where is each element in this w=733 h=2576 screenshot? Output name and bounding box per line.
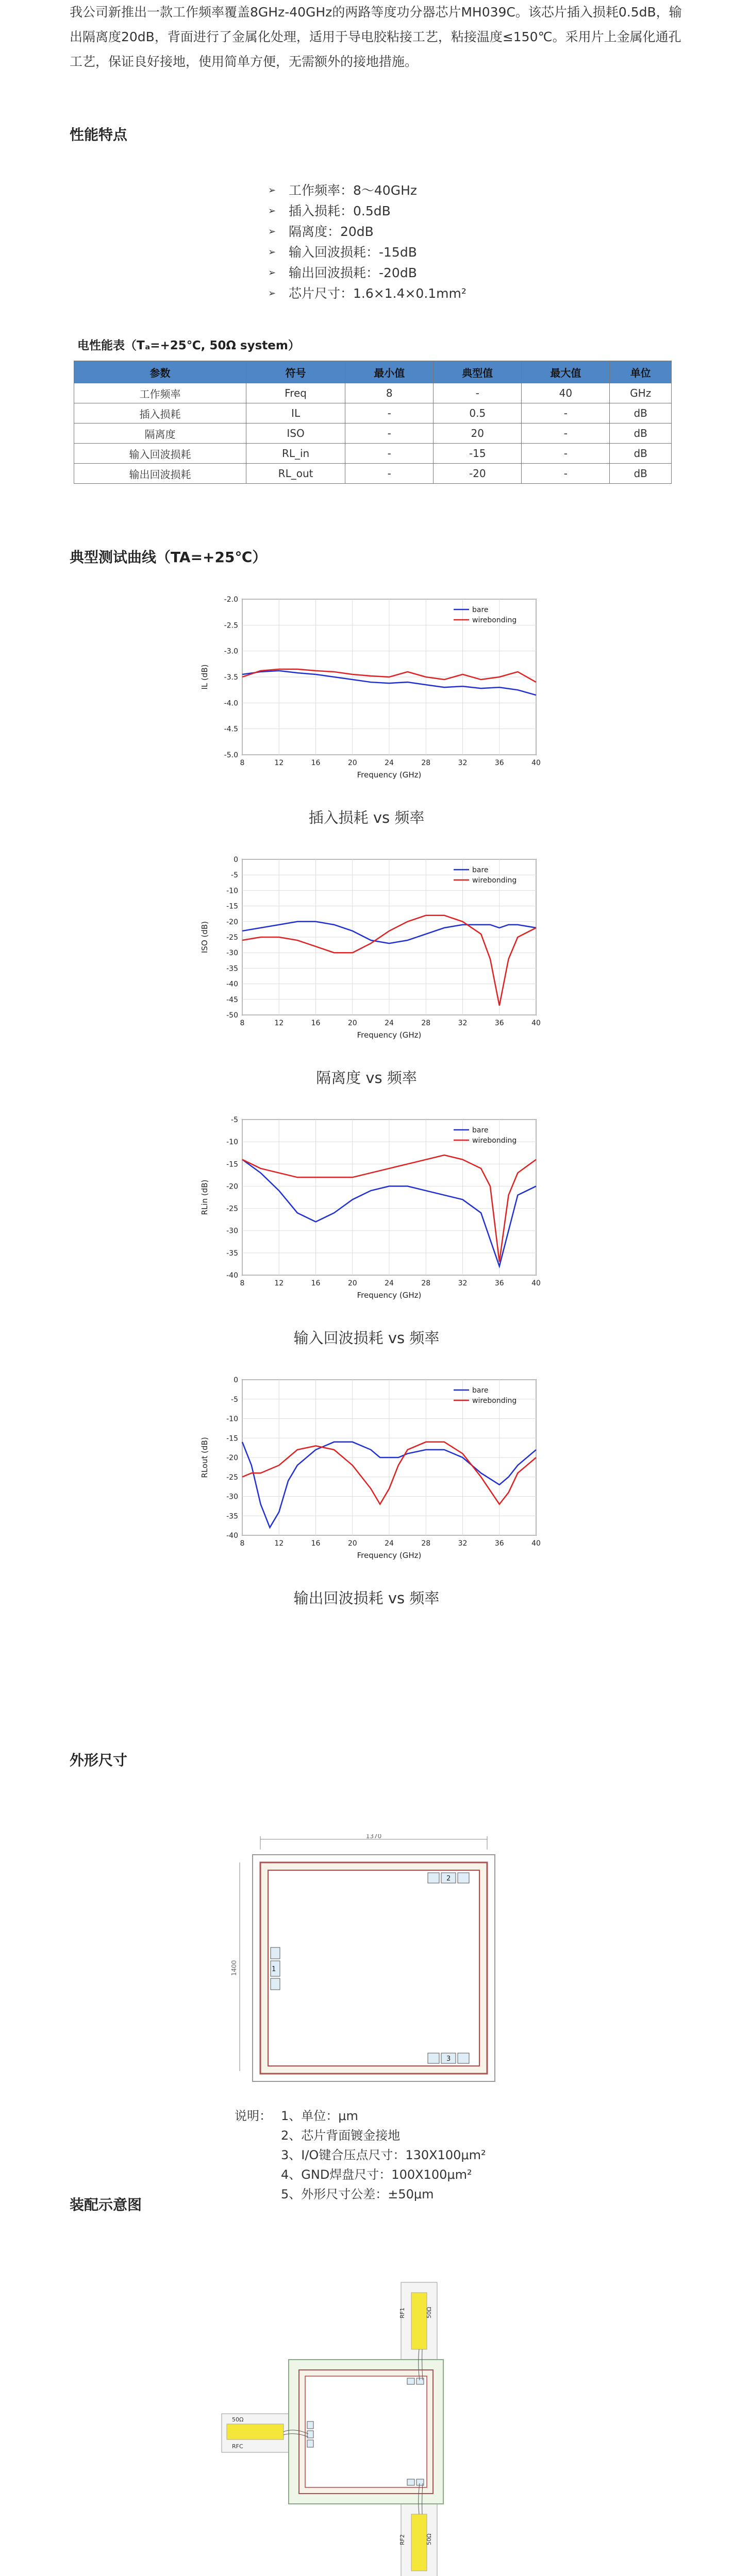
x-tick-label: 40 <box>531 759 541 767</box>
y-tick-label: -5 <box>231 1395 238 1404</box>
x-tick-label: 12 <box>274 1539 284 1548</box>
port-1-label: 1 <box>272 1965 276 1973</box>
y-tick-label: -10 <box>226 1138 238 1147</box>
table-cell: 20 <box>434 423 522 444</box>
table-cell: Freq <box>246 383 345 403</box>
table-row <box>74 444 672 464</box>
x-tick-label: 16 <box>311 1019 321 1027</box>
col-header: 参数 <box>74 361 246 383</box>
x-tick-label: 8 <box>240 759 245 767</box>
bullet-arrow-icon: ➢ <box>268 185 276 196</box>
x-tick-label: 24 <box>385 1019 394 1027</box>
legend-label: wirebonding <box>472 876 517 885</box>
y-tick-label: -20 <box>226 1182 238 1191</box>
x-tick-label: 32 <box>458 1539 468 1548</box>
curves-heading: 典型测试曲线（TA=+25℃） <box>70 549 267 566</box>
y-tick-label: -15 <box>226 1160 238 1169</box>
x-tick-label: 32 <box>458 1019 468 1027</box>
table-cell: 输出回波损耗 <box>74 464 246 484</box>
legend-label: wirebonding <box>472 1397 517 1405</box>
bullet-arrow-icon: ➢ <box>268 267 276 278</box>
x-tick-label: 36 <box>494 1279 504 1287</box>
svg-text:50Ω: 50Ω <box>232 2416 244 2423</box>
dimensions-heading: 外形尺寸 <box>70 1752 128 1769</box>
y-tick-label: -2.5 <box>224 621 238 630</box>
y-tick-label: -4.0 <box>224 699 238 708</box>
x-tick-label: 28 <box>421 759 431 767</box>
x-tick-label: 36 <box>494 1019 504 1027</box>
y-axis-label: IL (dB) <box>200 664 209 690</box>
x-axis-label: Frequency (GHz) <box>357 1030 422 1040</box>
y-axis-label: RLin (dB) <box>200 1179 209 1215</box>
x-tick-label: 12 <box>274 1019 284 1027</box>
table-cell: - <box>522 423 610 444</box>
table-cell: dB <box>610 423 672 444</box>
x-tick-label: 20 <box>347 759 357 767</box>
y-axis-label: RLout (dB) <box>200 1437 209 1478</box>
y-tick-label: -25 <box>226 934 238 942</box>
x-tick-label: 24 <box>385 759 394 767</box>
il-chart-caption: 插入损耗 vs 频率 <box>308 809 425 826</box>
y-tick-label: -3.0 <box>224 647 238 656</box>
x-tick-label: 32 <box>458 1279 468 1287</box>
table-row <box>74 464 672 484</box>
y-tick-label: -35 <box>226 964 238 973</box>
y-tick-label: -35 <box>226 1512 238 1521</box>
feature-item: ➢ 工作频率：8～40GHz <box>268 180 467 201</box>
feature-item: ➢ 输入回波损耗：-15dB <box>268 242 467 263</box>
feature-item: ➢ 插入损耗：0.5dB <box>268 201 467 222</box>
y-tick-label: -30 <box>226 949 238 958</box>
y-tick-label: -35 <box>226 1249 238 1258</box>
x-tick-label: 8 <box>240 1019 245 1027</box>
legend-label: bare <box>472 866 489 874</box>
iso-chart <box>186 850 557 1046</box>
y-tick-label: -3.5 <box>224 673 238 682</box>
col-header: 典型值 <box>434 361 522 383</box>
svg-text:50Ω: 50Ω <box>426 2307 432 2318</box>
y-tick-label: -5 <box>231 871 238 880</box>
table-cell: 工作频率 <box>74 383 246 403</box>
feature-item: ➢ 芯片尺寸：1.6×1.4×0.1mm² <box>268 283 467 304</box>
y-tick-label: -40 <box>226 1532 238 1540</box>
legend-label: wirebonding <box>472 1137 517 1145</box>
y-tick-label: -15 <box>226 1434 238 1443</box>
electrical-caption: 电性能表（Tₐ=+25℃, 50Ω system） <box>77 339 300 352</box>
feature-item: ➢ 输出回波损耗：-20dB <box>268 263 467 283</box>
il-chart <box>186 590 557 786</box>
y-tick-label: -15 <box>226 902 238 911</box>
dimension-notes: 说明： 1、单位：μm 2、芯片背面镀金接地 3、I/O键合压点尺寸：130X100μm² 4、GND焊盘尺寸：100X100μm² 5、外形尺寸公差：±50μm <box>235 2109 486 2201</box>
rlout-chart-caption: 输出回波损耗 vs 频率 <box>293 1589 440 1607</box>
y-tick-label: -40 <box>226 1272 238 1280</box>
x-axis-label: Frequency (GHz) <box>357 770 422 779</box>
x-tick-label: 8 <box>240 1539 245 1548</box>
svg-text:RF2: RF2 <box>399 2534 406 2545</box>
features-heading: 性能特点 <box>70 126 128 143</box>
x-axis-label: Frequency (GHz) <box>357 1291 422 1300</box>
y-tick-label: -5.0 <box>224 751 238 759</box>
y-tick-label: -4.5 <box>224 725 238 734</box>
legend-label: wirebonding <box>472 616 517 624</box>
x-tick-label: 20 <box>347 1019 357 1027</box>
table-cell: dB <box>610 403 672 423</box>
x-tick-label: 16 <box>311 1539 321 1548</box>
table-cell: - <box>345 403 434 423</box>
chip-outline-diagram <box>222 1834 521 2092</box>
table-cell: ISO <box>246 423 345 444</box>
assembly-diagram <box>216 2277 505 2576</box>
y-tick-label: -30 <box>226 1227 238 1235</box>
x-tick-label: 12 <box>274 759 284 767</box>
table-cell: 隔离度 <box>74 423 246 444</box>
x-tick-label: 24 <box>385 1539 394 1548</box>
table-cell: -15 <box>434 444 522 464</box>
port-3-label: 3 <box>446 2055 451 2063</box>
y-tick-label: -10 <box>226 887 238 895</box>
table-cell: GHz <box>610 383 672 403</box>
x-tick-label: 28 <box>421 1539 431 1548</box>
table-cell: IL <box>246 403 345 423</box>
x-tick-label: 20 <box>347 1539 357 1548</box>
table-cell: -20 <box>434 464 522 484</box>
col-header: 符号 <box>246 361 345 383</box>
top-dimension-label: 1370 <box>365 1834 382 1840</box>
table-cell: dB <box>610 444 672 464</box>
iso-chart-caption: 隔离度 vs 频率 <box>316 1069 417 1087</box>
x-tick-label: 12 <box>274 1279 284 1287</box>
y-tick-label: -25 <box>226 1205 238 1213</box>
y-tick-label: -10 <box>226 1415 238 1423</box>
x-tick-label: 8 <box>240 1279 245 1287</box>
bullet-arrow-icon: ➢ <box>268 226 276 237</box>
col-header: 最小值 <box>345 361 434 383</box>
x-tick-label: 40 <box>531 1019 541 1027</box>
legend-label: bare <box>472 606 489 614</box>
table-row <box>74 423 672 444</box>
table-cell: RL_out <box>246 464 345 484</box>
rlin-chart-caption: 输入回波损耗 vs 频率 <box>293 1329 440 1347</box>
table-cell: - <box>522 444 610 464</box>
y-tick-label: -5 <box>231 1116 238 1124</box>
rlout-chart <box>186 1370 557 1566</box>
x-tick-label: 36 <box>494 1539 504 1548</box>
svg-text:RFC: RFC <box>232 2443 243 2450</box>
port-2-label: 2 <box>446 1875 451 1883</box>
table-cell: 8 <box>345 383 434 403</box>
table-cell: 40 <box>522 383 610 403</box>
x-tick-label: 32 <box>458 759 468 767</box>
y-tick-label: -50 <box>226 1011 238 1020</box>
table-cell: - <box>522 464 610 484</box>
table-cell: RL_in <box>246 444 345 464</box>
legend-label: bare <box>472 1386 489 1395</box>
x-tick-label: 16 <box>311 759 321 767</box>
x-tick-label: 28 <box>421 1279 431 1287</box>
table-cell: 插入损耗 <box>74 403 246 423</box>
table-cell: dB <box>610 464 672 484</box>
table-cell: 输入回波损耗 <box>74 444 246 464</box>
features-list <box>268 180 467 304</box>
bullet-arrow-icon: ➢ <box>268 247 276 258</box>
y-tick-label: 0 <box>234 856 238 864</box>
electrical-table <box>74 361 672 484</box>
table-row <box>74 403 672 423</box>
table-cell: - <box>434 383 522 403</box>
x-tick-label: 24 <box>385 1279 394 1287</box>
table-row <box>74 383 672 403</box>
svg-text:RF1: RF1 <box>399 2308 406 2318</box>
bullet-arrow-icon: ➢ <box>268 206 276 216</box>
y-tick-label: -45 <box>226 995 238 1004</box>
y-tick-label: -20 <box>226 918 238 926</box>
table-cell: - <box>522 403 610 423</box>
legend-label: bare <box>472 1126 489 1134</box>
left-dimension-label: 1400 <box>230 1960 238 1976</box>
feature-item: ➢ 隔离度：20dB <box>268 222 467 242</box>
bullet-arrow-icon: ➢ <box>268 288 276 299</box>
y-tick-label: -20 <box>226 1454 238 1462</box>
x-tick-label: 16 <box>311 1279 321 1287</box>
col-header: 最大值 <box>522 361 610 383</box>
table-cell: 0.5 <box>434 403 522 423</box>
x-tick-label: 40 <box>531 1279 541 1287</box>
x-axis-label: Frequency (GHz) <box>357 1551 422 1560</box>
x-tick-label: 36 <box>494 759 504 767</box>
table-cell: - <box>345 423 434 444</box>
y-tick-label: -30 <box>226 1493 238 1501</box>
assembly-heading: 装配示意图 <box>70 2196 142 2213</box>
y-tick-label: 0 <box>234 1376 238 1384</box>
table-cell: - <box>345 464 434 484</box>
x-tick-label: 40 <box>531 1539 541 1548</box>
intro-paragraph: 我公司新推出一款工作频率覆盖8GHz-40GHz的两路等度功分器芯片MH039C。该芯片插入损耗0.5dB，输出隔离度20dB，背面进行了金属化处理，适用于导电胶粘接工艺，粘接温度≤150℃。采用片上金属化通孔工艺，保证良好接地，使用简单方便，无需额外的接地措施。 <box>70 5 682 69</box>
y-tick-label: -2.0 <box>224 596 238 604</box>
y-tick-label: -25 <box>226 1473 238 1482</box>
rlin-chart <box>186 1110 557 1306</box>
x-tick-label: 20 <box>347 1279 357 1287</box>
x-tick-label: 28 <box>421 1019 431 1027</box>
y-axis-label: ISO (dB) <box>200 921 209 954</box>
svg-text:50Ω: 50Ω <box>426 2533 432 2545</box>
col-header: 单位 <box>610 361 672 383</box>
table-cell: - <box>345 444 434 464</box>
y-tick-label: -40 <box>226 980 238 989</box>
